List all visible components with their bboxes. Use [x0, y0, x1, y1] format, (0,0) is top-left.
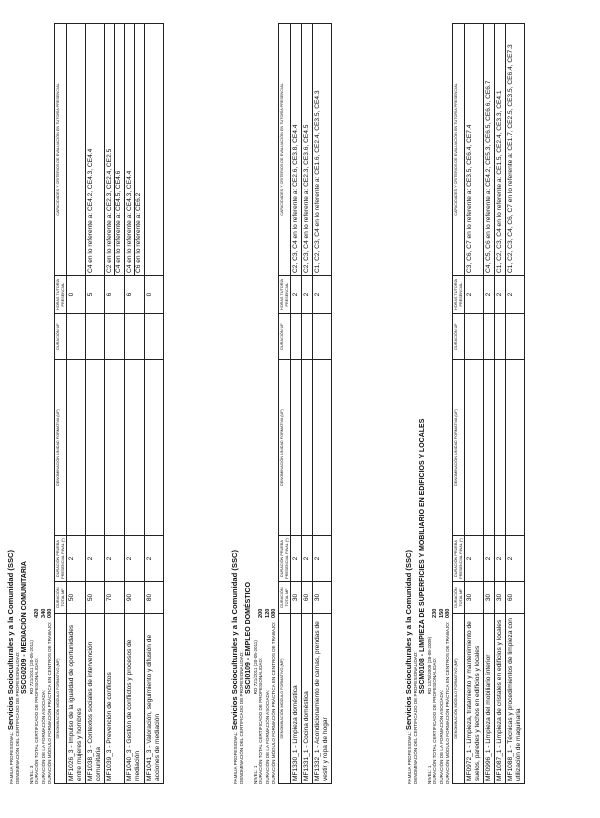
uf-name — [313, 360, 332, 536]
col-header: DURACIÓN TOTAL MF — [452, 582, 464, 614]
tutoring-hours: 2 — [484, 276, 495, 314]
tutoring-hours: 2 — [465, 276, 484, 314]
criteria-line: C1, C2, C3, C4 en lo referente a: CE1.5, CE2.4, CE3.3, CE4.1 — [496, 90, 504, 273]
tutoring-hours: 6 — [105, 276, 125, 314]
col-header: CAPACIDADES Y CRITERIOS DE EVALUACIÓN EN TUTORÍA PRESENCIAL — [278, 24, 290, 276]
modules-table — [452, 23, 525, 784]
criteria-cell — [313, 24, 332, 276]
criteria-line: C4, C5, C6 en lo referente a: CE4.2, CE5.3, CE6.5, CE6.6, CE6.7 — [485, 80, 493, 273]
mf-name: MF1041_3 - Valoración, seguimiento y difusión de acciones de mediación — [145, 614, 164, 784]
tutoring-hours: 2 — [506, 276, 525, 314]
nivel: NIVEL: 1 — [426, 765, 432, 784]
mf-name: MF1038_3 - Contextos sociales de intervención comunitaria — [86, 614, 105, 784]
mf-duration: 70 — [105, 582, 125, 614]
table-row — [125, 24, 145, 784]
dur-practica-value: 080 — [445, 608, 452, 618]
mf-name: MF1330_1 - Limpieza doméstica — [291, 614, 302, 784]
cert-label: DENOMINACIÓN DEL CERTIFICADO DE PROFESIONALIDAD: — [15, 651, 20, 784]
table-header-row — [54, 24, 66, 784]
exam-duration: 2 — [302, 536, 313, 582]
col-header: DENOMINACIÓN MÓDULO FORMATIVO (MF) — [54, 614, 66, 784]
dur-form-value: 340 — [40, 608, 47, 618]
mf-duration: 30 — [495, 582, 506, 614]
criteria-cell — [484, 24, 495, 276]
col-header: DURACIÓN PRUEBA PRESENCIAL FINAL (*) — [278, 536, 290, 582]
mf-name: MF1088_1 - Técnicas y procedimientos de limpieza con utilización de maquinaria — [506, 614, 525, 784]
mf-name: MF1039_3 - Prevención de conflictos — [105, 614, 125, 784]
tutoring-hours: 5 — [86, 276, 105, 314]
col-header: DURACIÓN PRUEBA PRESENCIAL FINAL (*) — [452, 536, 464, 582]
table-row — [86, 24, 105, 784]
exam-duration: 2 — [86, 536, 105, 582]
exam-duration: 2 — [484, 536, 495, 582]
exam-duration: 2 — [67, 536, 86, 582]
modules-table — [54, 23, 164, 784]
criteria-line: C6 en lo referente a: CE6.2 — [135, 192, 143, 273]
col-header: HORAS TUTORÍA PRESENCIAL — [278, 276, 290, 314]
dur-practica-label: DURACIÓN MÓDULO FORMACIÓN PRÁCTICA EN CENTROS DE TRABAJO: — [47, 621, 53, 784]
familia-label: FAMILIA PROFESIONAL: — [9, 731, 14, 784]
criteria-line: C4 en lo referente a: CE4.2, CE4.3, CE4.4 — [87, 148, 95, 273]
criteria-cell — [302, 24, 313, 276]
col-header: DENOMINACIÓN UNIDAD FORMATIVA (UF) — [54, 360, 66, 536]
criteria-cell — [495, 24, 506, 276]
tutoring-hours: 2 — [302, 276, 313, 314]
col-header: HORAS TUTORÍA PRESENCIAL — [54, 276, 66, 314]
uf-name — [86, 360, 105, 536]
rd-reference: RD 1378/2009 (28-08-2009) — [426, 636, 432, 695]
certificate-section-mediacion — [6, 24, 164, 784]
mf-duration: 90 — [125, 582, 145, 614]
uf-duration — [313, 314, 332, 360]
uf-name — [302, 360, 313, 536]
col-header: DENOMINACIÓN MÓDULO FORMATIVO (MF) — [452, 614, 464, 784]
uf-name — [495, 360, 506, 536]
criteria-cell — [86, 24, 105, 276]
mf-name: MF0996_1 - Limpieza del mobiliario interior — [484, 614, 495, 784]
criteria-cell — [145, 24, 164, 276]
section-header — [404, 24, 452, 784]
tutoring-hours: 0 — [145, 276, 164, 314]
exam-duration: 2 — [495, 536, 506, 582]
mf-name: MF1331_1 - Cocina doméstica — [302, 614, 313, 784]
criteria-line: C2, C3, C4 en lo referente a: CE2.6, CE3.8, CE4.4 — [292, 124, 300, 273]
exam-duration: 2 — [291, 536, 302, 582]
nivel: NIVEL: 3 — [28, 765, 34, 784]
uf-name — [291, 360, 302, 536]
dur-practica-label: DURACIÓN MÓDULO FORMACIÓN PRÁCTICA EN CENTROS DE TRABAJO: — [445, 621, 451, 784]
col-header: CAPACIDADES Y CRITERIOS DE EVALUACIÓN EN TUTORÍA PRESENCIAL — [54, 24, 66, 276]
familia-label: FAMILIA PROFESIONAL: — [233, 731, 238, 784]
dur-total-label: DURACIÓN TOTAL CERTIFICADO DE PROFESIONALIDAD: — [432, 657, 438, 784]
uf-duration — [125, 314, 145, 360]
dur-total-label: DURACIÓN TOTAL CERTIFICADO DE PROFESIONALIDAD: — [258, 657, 264, 784]
col-header: DURACIÓN UF — [54, 314, 66, 360]
modules-table — [278, 23, 332, 784]
table-header-row — [452, 24, 464, 784]
uf-duration — [506, 314, 525, 360]
uf-name — [145, 360, 164, 536]
mf-duration: 50 — [86, 582, 105, 614]
criteria-line: C4 en lo referente a: CE4.5, CE4.6 — [115, 170, 123, 273]
mf-name: MF1087_1 - Limpieza de cristales en edificios y locales — [495, 614, 506, 784]
table-row — [313, 24, 332, 784]
col-header: DURACIÓN TOTAL MF — [278, 582, 290, 614]
criteria-cell — [67, 24, 86, 276]
uf-duration — [302, 314, 313, 360]
mf-duration: 30 — [313, 582, 332, 614]
uf-duration — [465, 314, 484, 360]
mf-duration: 50 — [67, 582, 86, 614]
exam-duration: 2 — [125, 536, 145, 582]
tutoring-hours: 2 — [313, 276, 332, 314]
mf-duration: 30 — [484, 582, 495, 614]
cert-title: SSCI0109 - EMPLEO DOMÉSTICO — [244, 581, 252, 694]
mf-name: MF1040_3 - Gestión de conflictos y procesos de mediación — [125, 614, 145, 784]
cert-title: SSCG0209 - MEDIACIÓN COMUNITARIA — [20, 561, 28, 694]
cert-label: DENOMINACIÓN DEL CERTIFICADO DE PROFESIONALIDAD: — [239, 651, 244, 784]
mf-duration: 80 — [145, 582, 164, 614]
mf-duration: 60 — [302, 582, 313, 614]
mf-duration: 30 — [291, 582, 302, 614]
familia-name: Servicios Socioculturales y a la Comunidad (SSC) — [230, 549, 239, 731]
dur-total-value: 230 — [432, 608, 439, 618]
mf-duration: 30 — [465, 582, 484, 614]
nivel: NIVEL: 1 — [252, 765, 258, 784]
mf-name: MF0972_1 - Limpieza, tratamiento y mantenimiento de suelos, paredes y techos en edificios y locales — [465, 614, 484, 784]
table-row — [465, 24, 484, 784]
table-row — [291, 24, 302, 784]
dur-total-value: 420 — [34, 608, 41, 618]
exam-duration: 2 — [313, 536, 332, 582]
uf-name — [67, 360, 86, 536]
familia-label: FAMILIA PROFESIONAL: — [407, 731, 412, 784]
exam-duration: 2 — [506, 536, 525, 582]
col-header: DURACIÓN PRUEBA PRESENCIAL FINAL (*) — [54, 536, 66, 582]
criteria-line: C2, C3, C4 en lo referente a: CE2.3, CE3.6, CE4.5 — [303, 124, 311, 273]
col-header: CAPACIDADES Y CRITERIOS DE EVALUACIÓN EN TUTORÍA PRESENCIAL — [452, 24, 464, 276]
dur-form-value: 150 — [438, 608, 445, 618]
tutoring-hours: 2 — [495, 276, 506, 314]
dur-form-label: DURACIÓN DE LA FORMACIÓN ASOCIADA: — [438, 689, 444, 784]
table-row — [145, 24, 164, 784]
tutoring-hours: 2 — [291, 276, 302, 314]
col-header: DENOMINACIÓN UNIDAD FORMATIVA (UF) — [278, 360, 290, 536]
criteria-line: C1, C2, C3, C4, C6, C7 en lo referente a: CE1.7, CE2.5, CE3.5, CE6.4, CE7.3 — [507, 44, 515, 273]
dur-practica-value: 080 — [271, 608, 278, 618]
certificate-section-empleo-domestico — [230, 24, 332, 784]
uf-duration — [67, 314, 86, 360]
mf-name: MF1026_3 - Impulso de la igualdad de oportunidades entre mujeres y hombres — [67, 614, 86, 784]
col-header: DURACIÓN UF — [452, 314, 464, 360]
dur-total-label: DURACIÓN TOTAL CERTIFICADO DE PROFESIONALIDAD: — [34, 657, 40, 784]
table-row — [484, 24, 495, 784]
col-header: HORAS TUTORÍA PRESENCIAL — [452, 276, 464, 314]
rd-reference: RD 721/2011 (20-05-2011) — [28, 640, 34, 695]
certificate-section-limpieza — [404, 24, 525, 784]
uf-duration — [484, 314, 495, 360]
familia-name: Servicios Socioculturales y a la Comunidad (SSC) — [6, 549, 15, 731]
dur-form-value: 120 — [264, 608, 271, 618]
dur-total-value: 200 — [258, 608, 265, 618]
uf-duration — [86, 314, 105, 360]
section-header — [230, 24, 278, 784]
rd-reference: RD 721/2011 (20-05-2011) — [252, 640, 258, 695]
tutoring-hours: 0 — [67, 276, 86, 314]
criteria-line: C2 en lo referente a: CE2.3, CE2.4, CE2.5 — [106, 24, 115, 275]
exam-duration: 2 — [105, 536, 125, 582]
uf-name — [484, 360, 495, 536]
uf-duration — [291, 314, 302, 360]
criteria-line: C1, C2, C3, C4 en lo referente a: CE1.6, CE2.4, CE3.5, CE4.3 — [314, 90, 322, 273]
exam-duration: 2 — [465, 536, 484, 582]
mf-duration: 60 — [506, 582, 525, 614]
uf-duration — [495, 314, 506, 360]
table-row — [506, 24, 525, 784]
exam-duration: 2 — [145, 536, 164, 582]
mf-name: MF1332_1 - Acondicionamiento de camas, prendas de vestir y ropa de hogar — [313, 614, 332, 784]
familia-name: Servicios Socioculturales y a la Comunidad (SSC) — [404, 549, 413, 731]
col-header: DENOMINACIÓN UNIDAD FORMATIVA (UF) — [452, 360, 464, 536]
criteria-cell — [125, 24, 145, 276]
tutoring-hours: 6 — [125, 276, 145, 314]
criteria-cell — [465, 24, 484, 276]
criteria-line: C3, C6, C7 en lo referente a: CE3.5, CE6.4, CE7.4 — [466, 124, 474, 273]
col-header: DURACIÓN UF — [278, 314, 290, 360]
col-header: DENOMINACIÓN MÓDULO FORMATIVO (MF) — [278, 614, 290, 784]
uf-name — [125, 360, 145, 536]
table-header-row — [278, 24, 290, 784]
dur-form-label: DURACIÓN DE LA FORMACIÓN ASOCIADA: — [40, 689, 46, 784]
section-header — [6, 24, 54, 784]
dur-form-label: DURACIÓN DE LA FORMACIÓN ASOCIADA: — [264, 689, 270, 784]
cert-label: DENOMINACIÓN DEL CERTIFICADO DE PROFESIONALIDAD: — [413, 651, 418, 784]
uf-name — [506, 360, 525, 536]
table-row — [67, 24, 86, 784]
dur-practica-value: 080 — [47, 608, 54, 618]
cert-title: SSCM0108 - LIMPIEZA DE SUPERFICIES Y MOBILIARIO EN EDIFICIOS Y LOCALES — [418, 418, 426, 694]
table-row — [105, 24, 125, 784]
uf-name — [105, 360, 125, 536]
uf-duration — [105, 314, 125, 360]
uf-name — [465, 360, 484, 536]
table-row — [302, 24, 313, 784]
col-header: DURACIÓN TOTAL MF — [54, 582, 66, 614]
criteria-cell — [506, 24, 525, 276]
dur-practica-label: DURACIÓN MÓDULO FORMACIÓN PRÁCTICA EN CENTROS DE TRABAJO: — [271, 621, 277, 784]
criteria-line: C4 en lo referente a: CE4.3, CE4.4 — [126, 24, 135, 275]
criteria-cell — [291, 24, 302, 276]
criteria-cell — [105, 24, 125, 276]
table-row — [495, 24, 506, 784]
uf-duration — [145, 314, 164, 360]
